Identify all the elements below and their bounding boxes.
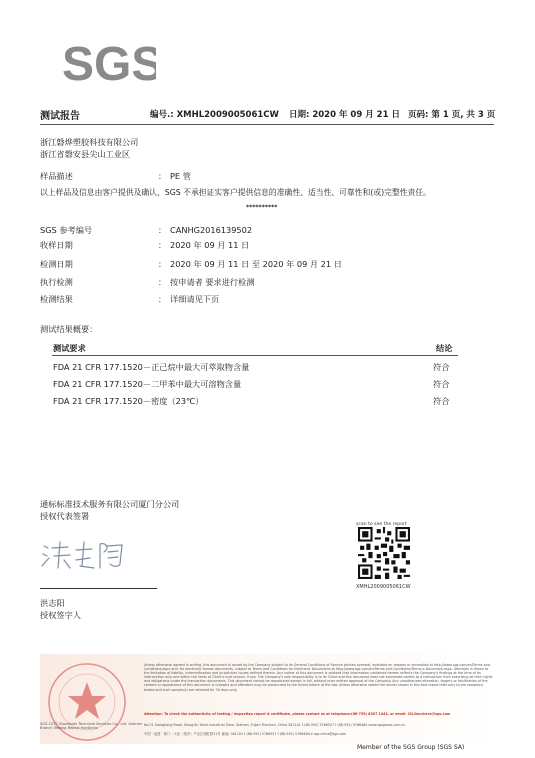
info-label-test-date: 检测日期 xyxy=(40,259,73,269)
sgs-logo xyxy=(62,40,156,86)
info-value-performed: 按申请者 要求进行检测 xyxy=(170,277,255,287)
signatory-company: 通标标准技术服务有限公司厦门分公司 xyxy=(40,499,180,509)
info-colon: ： xyxy=(158,294,167,304)
summary-row-result: 符合 xyxy=(433,396,450,406)
info-label-performed: 执行检测 xyxy=(40,277,73,287)
report-header xyxy=(40,108,495,122)
header-divider xyxy=(40,124,494,125)
summary-row-result: 符合 xyxy=(433,379,450,389)
sample-label: 样品描述 xyxy=(40,171,73,181)
page-count: 页码: 第 1 页, 共 3 页 xyxy=(408,110,496,120)
qr-code-icon[interactable] xyxy=(358,527,410,579)
info-value-received: 2020 年 09 月 11 日 xyxy=(170,240,250,250)
signatory-title: 授权签字人 xyxy=(40,610,81,620)
info-colon: ： xyxy=(158,225,167,235)
info-label-received: 收样日期 xyxy=(40,240,73,250)
info-value-results: 详细请见下页 xyxy=(170,294,220,304)
footer-address-en: No.31 Xianghong Road, Xiang'An Torch Industrial Zone, Xiamen, Fujian Province, China 361101 t (86-592) 5766527 f (86-592) 5766460 www.sgsgroup.com.cn xyxy=(144,723,406,727)
footer-member: Member of the SGS Group (SGS SA) xyxy=(357,744,465,751)
footer-legal-text: Unless otherwise agreed in writing, this document is issued by the Company subject to its General Conditions of Service printed overleaf, available on request or accessible at http://www.sgs.com/en/Terms-and-Conditions.aspx and, for electronic format documents, subject to Terms and Conditions for Electronic Documents at http://www.sgs.com/en/Terms-and-Conditions/Terms-e-Document.aspx. Attention is drawn to the limitation of liability, indemnification and jurisdiction issues defined therein. Any holder of this document is advised that information contained hereon reflects the Company's findings at the time of its intervention only and within the limits of Client's instructions, if any. The Company's sole responsibility is to its Client and this document does not exonerate parties to a transaction from exercising all their rights and obligations under the transaction documents. This document cannot be reproduced except in full, without prior written approval of the Company. Any unauthorized alteration, forgery or falsification of the content or appearance of this document is unlawful and offenders may be prosecuted to the fullest extent of the law. Unless otherwise stated the results shown in this test report refer only to the sample(s) tested and such sample(s) are retained for 30 days only. xyxy=(144,663,493,692)
client-name: 浙江磐烨塑胶科技有限公司 xyxy=(40,137,139,147)
info-label-ref: SGS 参考编号 xyxy=(40,225,93,235)
separator-stars: ********** xyxy=(246,204,278,211)
info-value-ref: CANHG2016139502 xyxy=(170,225,253,235)
report-number: 编号.: XMHL2009005061CW xyxy=(150,110,279,120)
summary-row-req: FDA 21 CFR 177.1520－密度（23℃） xyxy=(53,396,204,406)
summary-row-req: FDA 21 CFR 177.1520－正己烷中最大可萃取物含量 xyxy=(53,362,250,372)
company-stamp-icon xyxy=(44,660,130,744)
info-label-results: 检测结果 xyxy=(40,294,73,304)
handwritten-signature xyxy=(40,536,130,572)
sgs-logo-graphic xyxy=(62,40,156,86)
footer-attention: Attention: To check the authenticity of testing / inspection report & certificate, please contact us at telephone:(86-755) 8307 1443, or email: CN.Doccheck@sgs.com xyxy=(144,712,451,716)
summary-col-result: 结论 xyxy=(436,343,453,353)
summary-row-req: FDA 21 CFR 177.1520－二甲苯中最大可溶物含量 xyxy=(53,379,242,389)
summary-col-requirement: 测试要求 xyxy=(53,343,86,353)
info-colon: ： xyxy=(158,240,167,250)
sample-value: PE 管 xyxy=(170,171,191,181)
report-date: 日期: 2020 年 09 月 21 日 xyxy=(289,110,400,120)
summary-row-result: 符合 xyxy=(433,362,450,372)
footer-address-cn: 中国・福建・厦门・火炬（翔安）产业区翔虹路31号 邮编: 361101 t (86-592) 5766527 f (86-592) 5766460 e sgs.china@sgs.com xyxy=(144,732,347,736)
logo-text: SGS xyxy=(62,40,156,86)
signatory-name: 洪志阳 xyxy=(40,598,65,608)
info-colon: ： xyxy=(158,259,167,269)
info-colon: ： xyxy=(158,277,167,287)
info-value-test-date: 2020 年 09 月 11 日 至 2020 年 09 月 21 日 xyxy=(170,259,342,269)
summary-title: 测试结果概要： xyxy=(40,324,98,334)
signatory-authorized: 授权代表签署 xyxy=(40,511,90,521)
qr-caption-bottom: XMHL2009005061CW xyxy=(356,584,411,590)
sample-colon: ： xyxy=(158,171,167,181)
signature-line xyxy=(40,588,157,589)
disclaimer: 以上样品及信息由客户提供及确认，SGS 不承担证实客户提供信息的准确性、适当性、可靠性和(或)完整性责任。 xyxy=(40,188,431,197)
stamp-text: SGS-CSTC Standards Technical Services Co., Ltd. Xiamen Branch Testing Report Hardlines xyxy=(40,722,143,731)
qr-caption-top: scan to see the report xyxy=(356,522,407,527)
report-title: 测试报告 xyxy=(40,111,80,122)
client-address: 浙江省磐安县尖山工业区 xyxy=(40,149,131,159)
summary-divider xyxy=(52,355,458,356)
